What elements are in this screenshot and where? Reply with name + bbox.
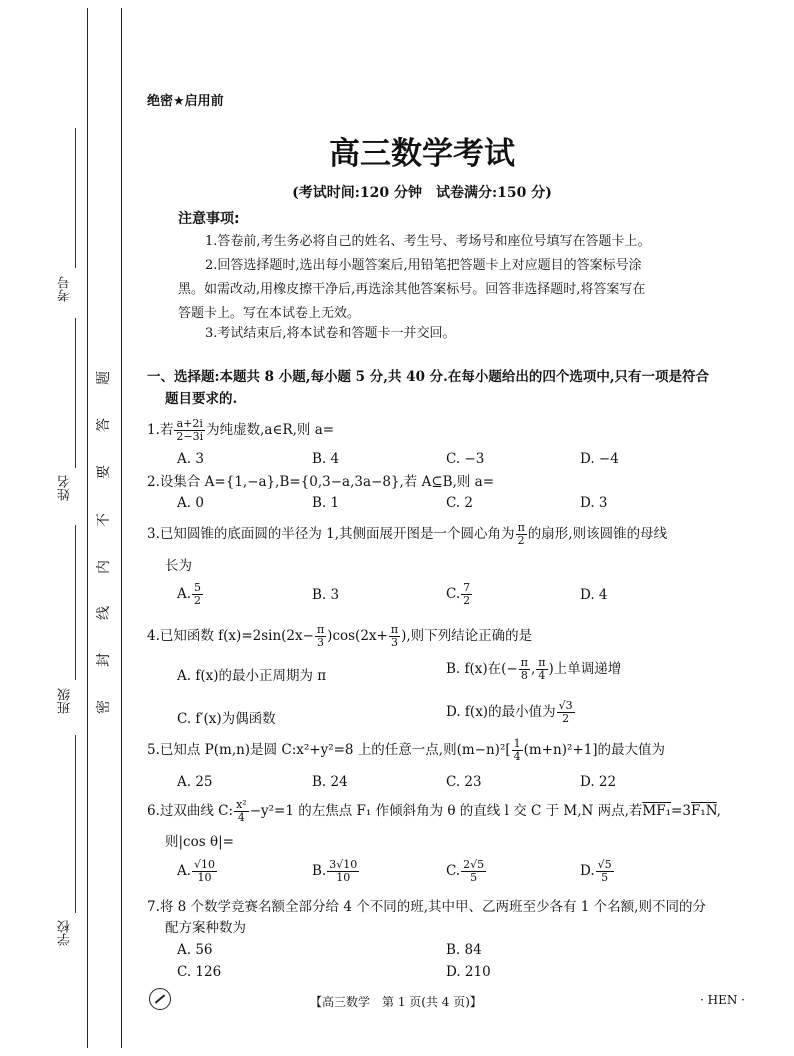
question-7: 7.将 8 个数学竞赛名额全部分给 4 个不同的班,其中甲、乙两班至少各有 1 个名额,则不同的分 [147, 899, 706, 915]
frac-num: √3 [558, 699, 573, 712]
notice-item: 1.答卷前,考生务必将自己的姓名、考生号、考场号和座位号填写在答题卡上。 [205, 234, 651, 249]
question-7-cont: 配方案种数为 [165, 920, 246, 936]
frac-num: x² [236, 798, 247, 811]
q3-option-c-fraction [461, 582, 472, 607]
notice-item: 2.回答选择题时,选出每小题答案后,用铅笔把答题卡上对应题目的答案标号涂 [205, 258, 642, 273]
field-blank-class [75, 525, 76, 680]
q4-option-d-a: D. f(x)的最小值为 [446, 704, 556, 720]
frac-den: 2 [463, 594, 471, 607]
q1-option-b: B. 4 [312, 451, 340, 467]
q3-option-b: B. 3 [312, 587, 340, 603]
frac-den: 5 [470, 871, 478, 884]
field-blank-name [75, 318, 76, 468]
frac-num: √10 [194, 858, 216, 871]
q4-stem-b: )cos(2x+ [327, 628, 388, 644]
page-title: 高三数学考试 [329, 136, 515, 172]
q6-option-c-label: C. [446, 863, 461, 879]
q2-option-b: B. 1 [312, 495, 340, 511]
frac-den: 5 [601, 871, 609, 884]
frac-den: 2 [562, 712, 570, 725]
q4-option-b [446, 657, 621, 682]
footer-code: · HEN · [700, 993, 745, 1007]
q6-option-b-fraction [327, 859, 359, 884]
q5-option-b: B. 24 [312, 774, 348, 790]
q6-stem-d: , [716, 803, 721, 819]
frac-den: 3 [390, 636, 398, 649]
q1-option-c: C. −3 [446, 451, 485, 467]
q1-option-a: A. 3 [177, 451, 204, 467]
frac-num: 5 [194, 581, 202, 594]
question-2: 2.设集合 A={1,−a},B={0,3−a,3a−8},若 A⊆B,则 a= [147, 474, 495, 490]
seal-char: 封 [96, 653, 112, 667]
notice-item: 3.考试结束后,将本试卷和答题卡一并交回。 [205, 326, 456, 341]
q6-option-d-fraction [596, 859, 614, 884]
seal-char: 答 [96, 418, 112, 432]
field-label-name: 姓名 [58, 475, 73, 501]
q4-stem-a: 4.已知函数 f(x)=2sin(2x− [147, 628, 314, 644]
q5-option-c: C. 23 [446, 774, 482, 790]
q6-vector-2: F₁N [690, 803, 717, 819]
section-heading: 一、选择题:本题共 8 小题,每小题 5 分,共 40 分.在每小题给出的四个选项中,只有一项是符合 [147, 369, 710, 385]
field-label-exam-number: 考号 [58, 276, 73, 302]
seal-char: 要 [96, 465, 112, 479]
q7-option-b: B. 84 [446, 942, 482, 958]
q6-option-a [177, 859, 218, 884]
q2-option-d: D. 3 [580, 495, 608, 511]
frac-num: √5 [597, 858, 612, 871]
question-6-cont: 则|cos θ|= [165, 834, 234, 850]
frac-den: 4 [513, 750, 521, 763]
q4-option-d-fraction [557, 700, 575, 725]
q7-option-a: A. 56 [177, 942, 213, 958]
frac-num: π [538, 656, 546, 669]
frac-num: π [390, 623, 399, 636]
q6-option-a-fraction [192, 859, 217, 884]
frac-den: 3 [317, 636, 325, 649]
frac-num: 1 [513, 737, 521, 750]
frac-den: 2 [194, 594, 202, 607]
field-label-class: 班级 [58, 688, 73, 714]
q7-option-c: C. 126 [177, 964, 222, 980]
q6-option-b-label: B. [312, 863, 327, 879]
q4-option-b-sep: , [530, 661, 536, 677]
q1-option-d: D. −4 [580, 451, 619, 467]
seal-char: 内 [96, 560, 112, 574]
frac-num: 3√10 [329, 858, 358, 871]
q1-frac-num: a+2i [174, 418, 205, 431]
q4-option-b-c: )上单调递增 [548, 661, 622, 677]
q6-stem-c: =3 [671, 803, 691, 819]
q3-frac-num: π [517, 521, 525, 534]
q6-vector-1: MF₁ [642, 803, 672, 819]
q3-stem-a: 3.已知圆锥的底面圆的半径为 1,其侧面展开图是一个圆心角为 [147, 526, 515, 542]
question-4 [147, 624, 757, 649]
q6-option-c [446, 859, 487, 884]
frac-num: 2√5 [463, 858, 485, 871]
frac-num: 7 [463, 581, 471, 594]
q6-option-c-fraction [461, 859, 486, 884]
question-6 [147, 799, 787, 824]
q3-option-a-fraction [192, 582, 203, 607]
q7-option-d: D. 210 [446, 964, 491, 980]
question-5 [147, 738, 757, 763]
q3-option-a-label: A. [177, 586, 192, 602]
q3-option-a [177, 582, 204, 607]
field-blank-school [75, 735, 76, 913]
seal-char: 密 [96, 700, 112, 714]
notice-heading: 注意事项: [178, 211, 240, 227]
field-label-school: 学校 [58, 920, 73, 946]
q4-option-a: A. f(x)的最小正周期为 π [177, 668, 327, 684]
question-3-cont: 长为 [165, 558, 192, 574]
page-footer: 【高三数学 第 1 页(共 4 页)】 [310, 995, 482, 1009]
seal-char: 不 [96, 513, 112, 527]
q6-fraction [234, 799, 249, 824]
q3-option-c-label: C. [446, 586, 461, 602]
frac-den: 10 [336, 871, 351, 884]
q4-fraction-2 [389, 624, 400, 649]
q5-option-d: D. 22 [580, 774, 617, 790]
frac-den: 10 [197, 871, 212, 884]
q6-stem-a: 6.过双曲线 C: [147, 803, 234, 819]
q6-option-b [312, 859, 360, 884]
q1-suffix: 为纯虚数,a∈R,则 a= [206, 422, 335, 438]
q4-option-d [446, 700, 576, 725]
q5-stem-a: 5.已知点 P(m,n)是圆 C:x²+y²=8 上的任意一点,则(m−n)²[ [147, 742, 511, 758]
q4-option-b-a: B. f(x)在(− [446, 661, 518, 677]
q2-option-c: C. 2 [446, 495, 474, 511]
q4-option-c: C. f′(x)为偶函数 [177, 711, 276, 727]
q4-option-b-fraction-1 [519, 657, 530, 682]
seal-char: 线 [96, 606, 112, 620]
q1-frac-den: 2−3i [176, 430, 204, 443]
question-3 [147, 522, 757, 547]
q6-option-a-label: A. [177, 863, 192, 879]
frac-den: 4 [237, 811, 245, 824]
q5-stem-b: (m+n)²+1]的最大值为 [523, 742, 666, 758]
notice-item: 黑。如需改动,用橡皮擦干净后,再选涂其他答案标号。回答非选择题时,将答案写在 [178, 282, 646, 297]
q4-fraction-1 [315, 624, 326, 649]
exam-info: (考试时间:120 分钟 试卷满分:150 分) [292, 185, 552, 201]
q5-fraction [512, 738, 523, 763]
frac-den: 8 [520, 669, 528, 682]
publisher-logo-icon [149, 988, 171, 1010]
q2-option-a: A. 0 [177, 495, 204, 511]
seal-char: 题 [96, 371, 112, 385]
q1-fraction [174, 418, 205, 443]
section-heading-cont: 题目要求的. [165, 391, 238, 407]
question-1 [147, 418, 757, 443]
q6-option-d [580, 859, 615, 884]
confidential-label: 绝密★启用前 [147, 94, 224, 109]
q6-option-d-label: D. [580, 863, 595, 879]
q3-frac-den: 2 [517, 534, 525, 547]
frac-den: 4 [538, 669, 546, 682]
notice-item: 答题卡上。写在本试卷上无效。 [178, 306, 361, 321]
frac-num: π [520, 656, 528, 669]
q1-prefix: 1.若 [147, 422, 174, 438]
q3-option-d: D. 4 [580, 587, 608, 603]
q4-option-b-fraction-2 [536, 657, 547, 682]
q3-fraction [516, 522, 527, 547]
q3-stem-b: 的扇形,则该圆锥的母线 [527, 526, 668, 542]
q6-stem-b: −y²=1 的左焦点 F₁ 作倾斜角为 θ 的直线 l 交 C 于 M,N 两点,若 [249, 803, 643, 819]
q5-option-a: A. 25 [177, 774, 213, 790]
q4-stem-c: ),则下列结论正确的是 [401, 628, 533, 644]
frac-num: π [316, 623, 325, 636]
q3-option-c [446, 582, 473, 607]
